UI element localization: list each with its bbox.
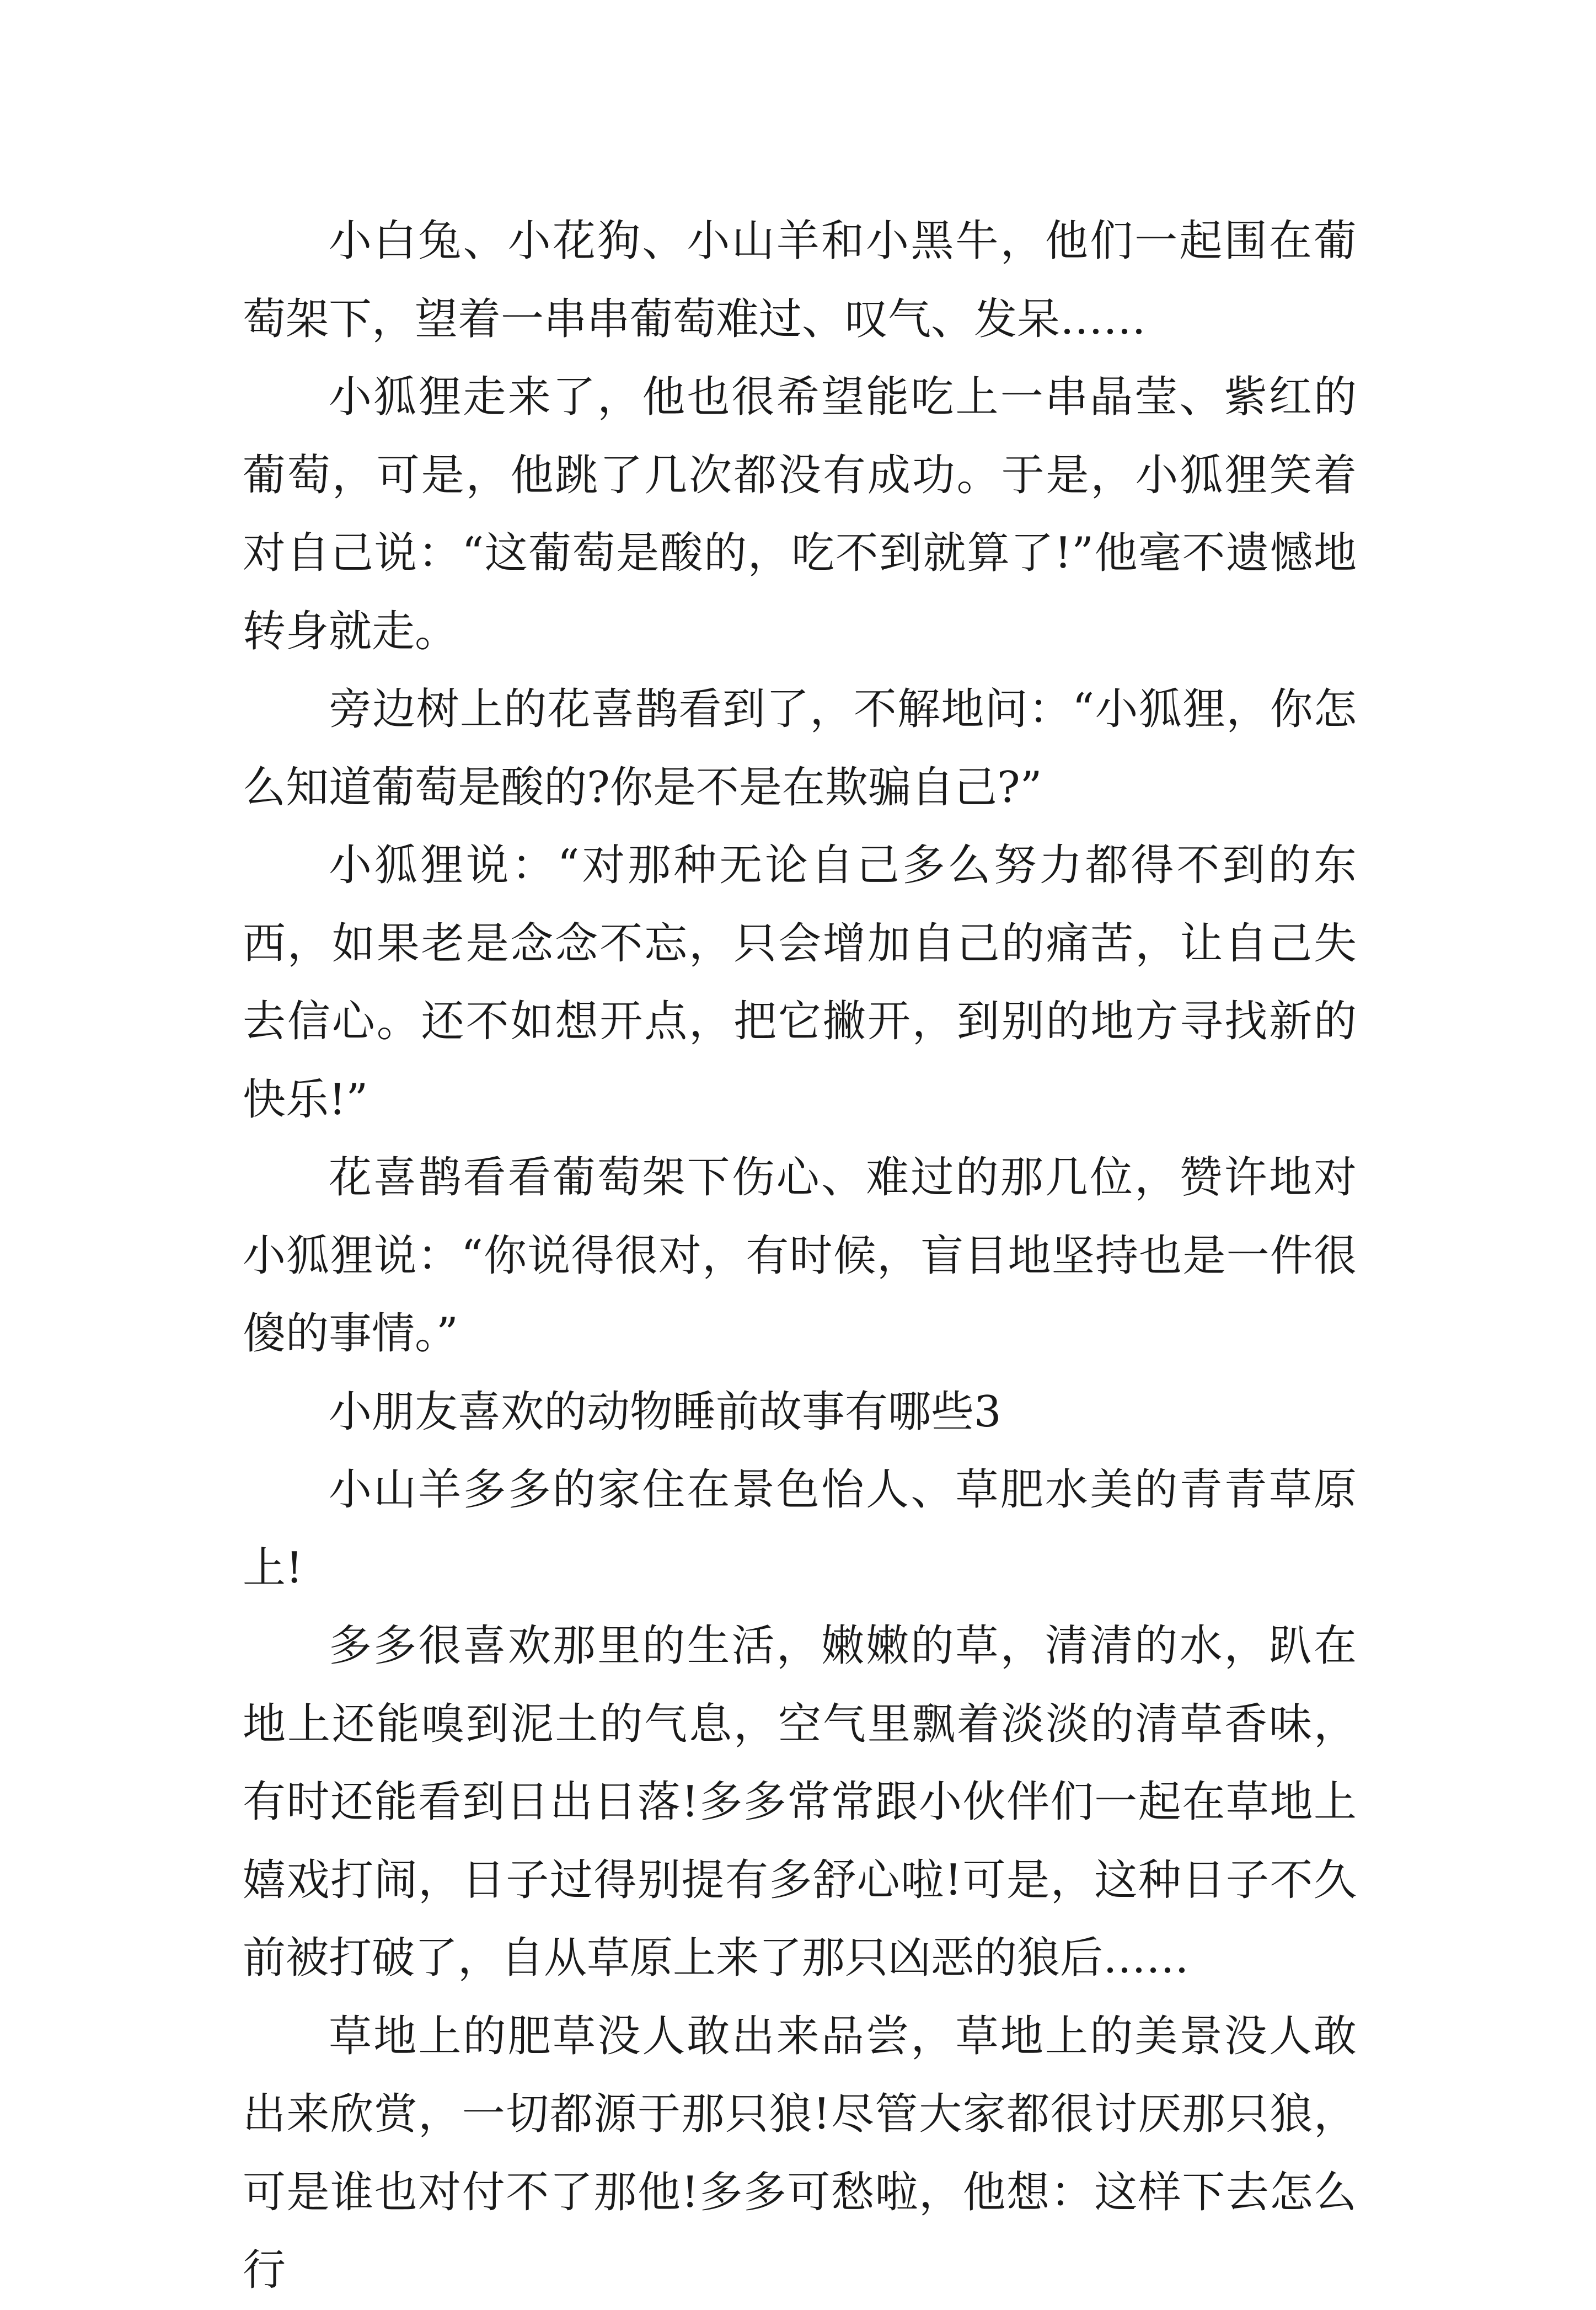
document-body — [243, 202, 1357, 2310]
section-heading: 小朋友喜欢的动物睡前故事有哪些3 — [329, 1387, 1001, 1437]
paragraph: 旁边树上的花喜鹊看到了，不解地问：“小狐狸，你怎么知道葡萄是酸的?你是不是在欺骗自己?” — [243, 685, 1357, 812]
paragraph: 小白兔、小花狗、小山羊和小黑牛，他们一起围在葡萄架下，望着一串串葡萄难过、叹气、发呆…… — [243, 216, 1357, 344]
paragraph: 小狐狸走来了，他也很希望能吃上一串晶莹、紫红的葡萄，可是，他跳了几次都没有成功。于是，小狐狸笑着对自己说：“这葡萄是酸的，吃不到就算了!”他毫不遗憾地转身就走。 — [243, 372, 1357, 656]
paragraph: 多多很喜欢那里的生活，嫩嫩的草，清清的水，趴在地上还能嗅到泥土的气息，空气里飘着淡淡的清草香味，有时还能看到日出日落!多多常常跟小伙伴们一起在草地上嬉戏打闹，日子过得别提有多舒心啦!可是，这种日子不久前被打破了，自从草原上来了那只凶恶的狼后…… — [243, 1621, 1357, 1983]
paragraph: 花喜鹊看看葡萄架下伤心、难过的那几位，赞许地对小狐狸说：“你说得很对，有时候，盲目地坚持也是一件很傻的事情。” — [243, 1153, 1357, 1359]
paragraph: 小山羊多多的家住在景色怡人、草肥水美的青青草原上! — [243, 1465, 1357, 1593]
paragraph: 草地上的肥草没人敢出来品尝，草地上的美景没人敢出来欣赏，一切都源于那只狼!尽管大家都很讨厌那只狼，可是谁也对付不了那他!多多可愁啦，他想：这样下去怎么行 — [243, 2011, 1357, 2295]
paragraph: 小狐狸说：“对那种无论自己多么努力都得不到的东西，如果老是念念不忘，只会增加自己的痛苦，让自己失去信心。还不如想开点，把它撇开，到别的地方寻找新的快乐!” — [243, 841, 1357, 1125]
